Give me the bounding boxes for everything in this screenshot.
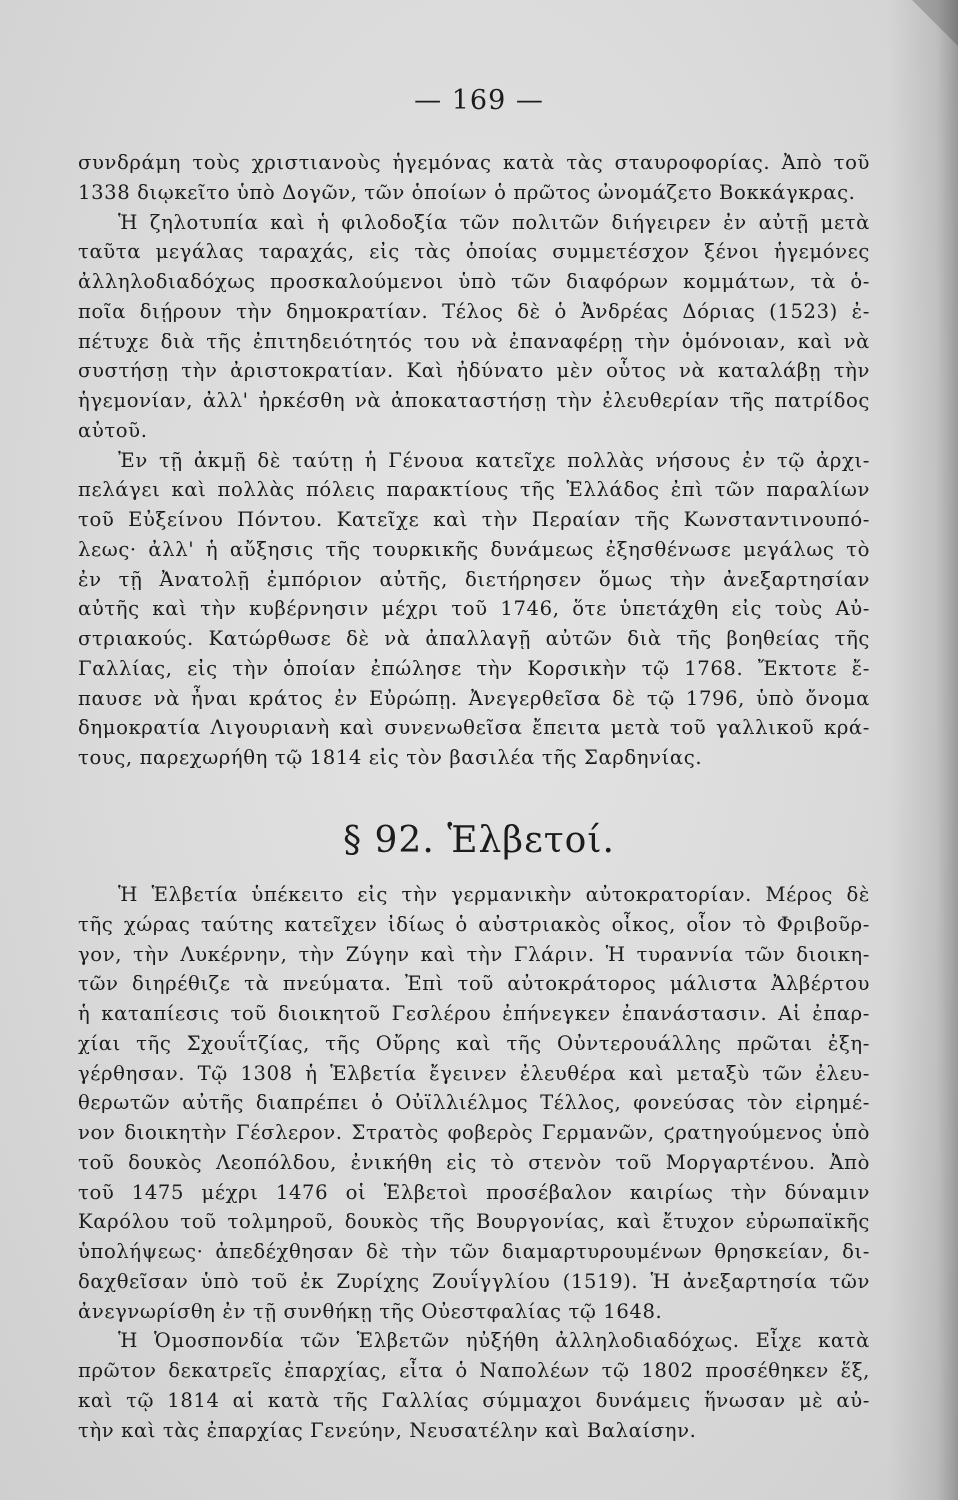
text-line: χίαι τῆς Σχουΐτζίας, τῆς Οὔρης καὶ τῆς Οὐντερουάλλης πρῶται ἐξη- [78, 1031, 870, 1055]
text-line: ἡγεμονίαν, ἀλλ' ἠρκέσθη νὰ ἀποκαταστήσῃ τὴν ἐλευθερίαν τῆς πατρίδος [78, 389, 870, 412]
text-line: πρῶτον δεκατρεῖς ἐπαρχίας, εἶτα ὁ Ναπολέων τῷ 1802 προσέθηκεν ἕξ, [78, 1359, 870, 1382]
page-edge-shadow [888, 0, 958, 1500]
text-line: παυσε νὰ ἦναι κράτος ἐν Εὐρώπῃ. Ἀνεγερθεῖσα δὲ τῷ 1796, ὑπὸ ὄνομα [78, 686, 870, 710]
paragraph [78, 148, 870, 208]
text-line: ἀνεγνωρίσθη ἐν τῇ συνθήκῃ τῆς Οὐεστφαλίας τῷ 1648. [78, 1299, 663, 1323]
page-number: — 169 — [414, 85, 544, 116]
text-line: δαχθεῖσαν ὑπὸ τοῦ ἐκ Ζυρίχης Ζουΐγγλίου (1519). Ἡ ἀνεξαρτησία τῶν [78, 1269, 870, 1293]
text-line: στριακούς. Κατώρθωσε δὲ νὰ ἀπαλλαγῇ αὐτῶν διὰ τῆς βοηθείας τῆς [78, 627, 870, 650]
text-line: 1338 διῳκεῖτο ὑπὸ Δογῶν, τῶν ὁποίων ὁ πρῶτος ὠνομάζετο Βοκκάγκρας. [78, 180, 856, 204]
text-line: γέρθησαν. Τῷ 1308 ἡ Ἑλβετία ἔγεινεν ἐλευθέρα καὶ μεταξὺ τῶν ἐλευ- [78, 1061, 870, 1085]
text-line: Ἐν τῇ ἀκμῇ δὲ ταύτῃ ἡ Γένουα κατεῖχε πολλὰς νήσους ἐν τῷ ἀρχι- [118, 448, 870, 472]
text-line: πελάγει καὶ πολλὰς πόλεις παρακτίους τῆς Ἑλλάδος ἐπὶ τῶν παραλίων [78, 478, 870, 502]
text-line: θερωτῶν αὐτῆς διαπρέπει ὁ Οὐϊλλιέλμος Τέλλος, φονεύσας τὸν εἰρημέ- [78, 1091, 870, 1115]
text-block-genoa [78, 148, 870, 773]
text-line: συνδράμη τοὺς χριστιανοὺς ἡγεμόνας κατὰ τὰς σταυροφορίας. Ἀπὸ τοῦ [78, 151, 870, 174]
paragraph [78, 1326, 870, 1445]
text-line: τοῦ 1475 μέχρι 1476 οἱ Ἑλβετοὶ προσέβαλον καιρίως τὴν δύναμιν [78, 1180, 870, 1204]
text-line: Ἡ ζηλοτυπία καὶ ἡ φιλοδοξία τῶν πολιτῶν διήγειρεν ἐν αὐτῇ μετὰ [118, 210, 870, 234]
text-line: δημοκρατία Λιγουριανὴ καὶ συνενωθεῖσα ἔπειτα μετὰ τοῦ γαλλικοῦ κρά- [78, 716, 870, 740]
text-line: ἐν τῇ Ἀνατολῇ ἐμπόριον αὐτῆς, διετήρησεν ὅμως τὴν ἀνεξαρτησίαν [78, 567, 870, 591]
paragraph [78, 880, 870, 1326]
text-line: τους, παρεχωρήθη τῷ 1814 εἰς τὸν βασιλέα τῆς Σαρδηνίας. [78, 746, 703, 769]
text-line: ὑπολήψεως· ἀπεδέχθησαν δὲ τὴν τῶν διαμαρτυρουμένων θρησκείαν, δι- [78, 1240, 870, 1263]
text-line: ποῖα διῄρουν τὴν δημοκρατίαν. Τέλος δὲ ὁ Ἀνδρέας Δόριας (1523) ἐ- [78, 299, 870, 323]
text-line: Γαλλίας, εἰς τὴν ὁποίαν ἐπώλησε τὴν Κορσικὴν τῷ 1768. Ἔκτοτε ἔ- [78, 656, 870, 680]
text-line: ἀλληλοδιαδόχως προσκαλούμενοι ὑπὸ τῶν διαφόρων κομμάτων, τὰ ὁ- [78, 270, 870, 293]
text-line: γον, τὴν Λυκέρνην, τὴν Ζύγην καὶ τὴν Γλάριν. Ἡ τυραννία τῶν διοικη- [78, 942, 870, 966]
text-line: ταῦτα μεγάλας ταραχάς, εἰς τὰς ὁποίας συμμετέσχον ξένοι ἡγεμόνες [78, 240, 870, 264]
text-line: συστήσῃ τὴν ἀριστοκρατίαν. Καὶ ἠδύνατο μὲν οὗτος νὰ καταλάβῃ τὴν [78, 359, 870, 383]
text-line: καὶ τῷ 1814 αἱ κατὰ τῆς Γαλλίας σύμμαχοι δυνάμεις ἥνωσαν μὲ αὐ- [78, 1388, 870, 1412]
text-line: Ἡ Ὁμοσπονδία τῶν Ἑλβετῶν ηὐξήθη ἀλληλοδιαδόχως. Εἶχε κατὰ [118, 1329, 870, 1353]
text-line: ἡ καταπίεσις τοῦ διοικητοῦ Γεσλέρου ἐπήνεγκεν ἐπανάστασιν. Αἱ ἐπαρ- [78, 1002, 870, 1025]
text-line: τὴν καὶ τὰς ἐπαρχίας Γενεύην, Νευσατέλην καὶ Βαλαίσην. [78, 1418, 697, 1442]
text-line: τοῦ Εὐξείνου Πόντου. Κατεῖχε καὶ τὴν Περαίαν τῆς Κωνσταντινουπό- [78, 508, 870, 531]
text-line: αὐτῆς καὶ τὴν κυβέρνησιν μέχρι τοῦ 1746, ὅτε ὑπετάχθη εἰς τοὺς Αὐ- [78, 597, 870, 621]
page-corner [912, 0, 958, 46]
paragraph [78, 446, 870, 773]
text-line: Καρόλου τοῦ τολμηροῦ, δουκὸς τῆς Βουργονίας, καὶ ἔτυχον εὐρωπαϊκῆς [78, 1210, 870, 1234]
text-line: Ἡ Ἑλβετία ὑπέκειτο εἰς τὴν γερμανικὴν αὐτοκρατορίαν. Μέρος δὲ [118, 883, 870, 906]
text-line: τῶν διηρέθιζε τὰ πνεύματα. Ἐπὶ τοῦ αὐτοκράτορος μάλιστα Ἀλβέρτου [78, 972, 870, 996]
paragraph [78, 208, 870, 446]
text-line: λεως· ἀλλ' ἡ αὔξησις τῆς τουρκικῆς δυνάμεως ἐξησθένωσε μεγάλως τὸ [78, 537, 870, 561]
text-block-swiss [78, 880, 870, 1445]
text-line: πέτυχε διὰ τῆς ἐπιτηδειότητός του νὰ ἐπαναφέρῃ τὴν ὁμόνοιαν, καὶ νὰ [78, 329, 870, 353]
text-line: τῆς χώρας ταύτης κατεῖχεν ἰδίως ὁ αὐστριακὸς οἶκος, οἷον τὸ Φριβοῦρ- [78, 912, 870, 936]
text-line: τοῦ δουκὸς Λεοπόλδου, ἐνικήθη εἰς τὸ στενὸν τοῦ Μοργαρτένου. Ἀπὸ [78, 1150, 870, 1174]
text-line: νον διοικητὴν Γέσλερον. Στρατὸς φοβερὸς Γερμανῶν, ϛρατηγούμενος ὑπὸ [78, 1121, 870, 1144]
section-heading: § 92. Ἑλβετοί. [343, 820, 615, 861]
text-line: αὐτοῦ. [78, 418, 148, 442]
